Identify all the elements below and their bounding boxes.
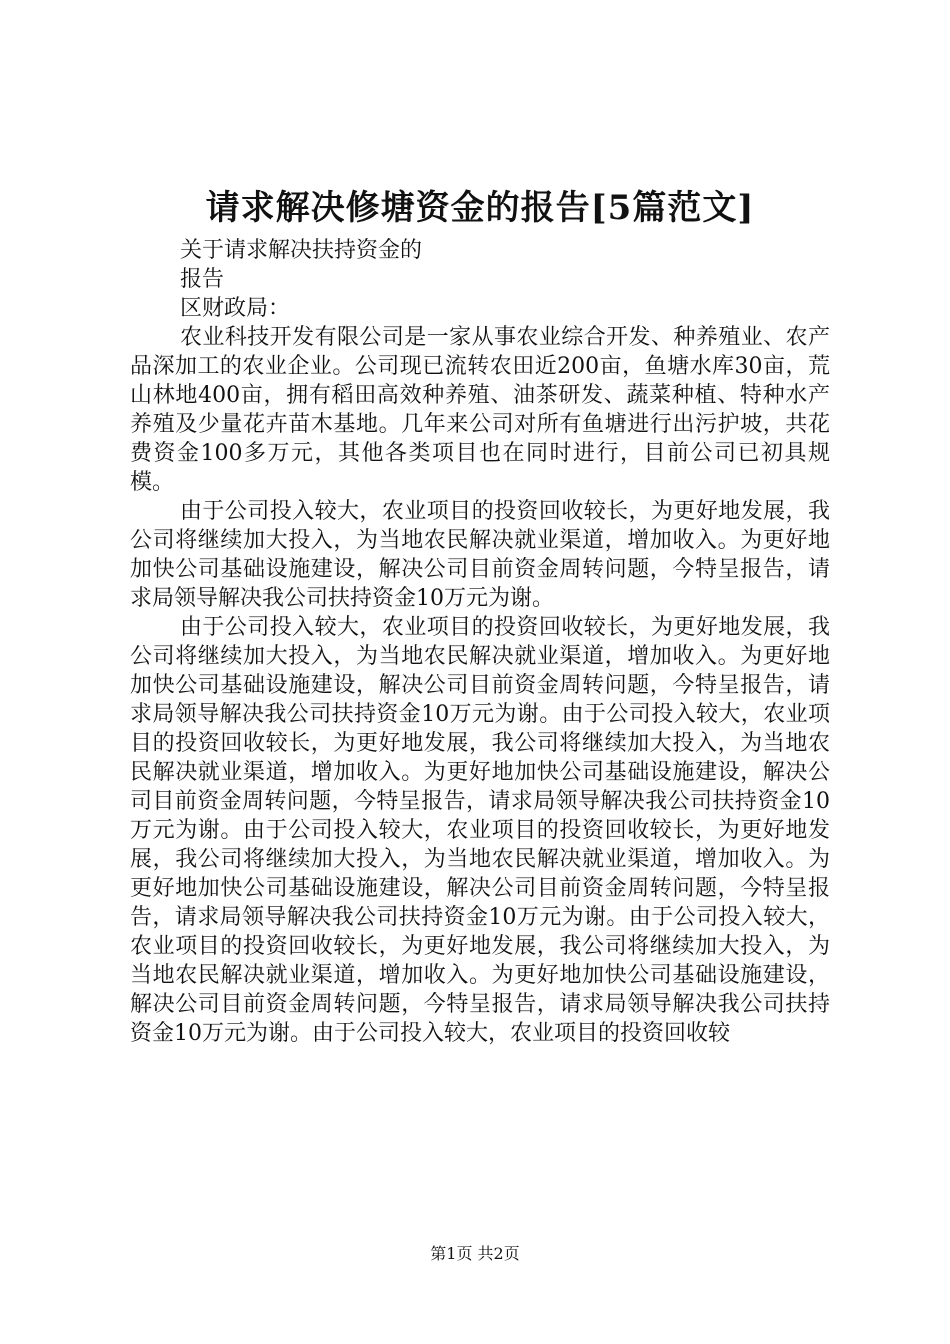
body-paragraph-2: 由于公司投入较大，农业项目的投资回收较长，为更好地发展，我公司将继续加大投入，为当地农民解决就业渠道，增加收入。为更好地加快公司基础设施建设，解决公司目前资金周转问题，今特呈报告，请求局领导解决我公司扶持资金10万元为谢。 (130, 499, 830, 611)
page-footer (0, 1243, 950, 1265)
document-page (130, 180, 830, 1048)
body-paragraph-1: 农业科技开发有限公司是一家从事农业综合开发、种养殖业、农产品深加工的农业企业。公司现已流转农田近200亩，鱼塘水库30亩，荒山林地400亩，拥有稻田高效种养殖、油茶研发、蔬菜种植、特种水产养殖及少量花卉苗木基地。几年来公司对所有鱼塘进行出污护坡，共花费资金100多万元，其他各类项目也在同时进行，目前公司已初具规模。 (130, 325, 830, 495)
page-number: 第1页 共2页 (430, 1244, 520, 1263)
document-title: 请求解决修塘资金的报告[5篇范文] (205, 188, 755, 228)
subject-line-1: 关于请求解决扶持资金的 (180, 238, 423, 263)
body-paragraph-3: 由于公司投入较大，农业项目的投资回收较长，为更好地发展，我公司将继续加大投入，为当地农民解决就业渠道，增加收入。为更好地加快公司基础设施建设，解决公司目前资金周转问题，今特呈报告，请求局领导解决我公司扶持资金10万元为谢。由于公司投入较大，农业项目的投资回收较长，为更好地发展，我公司将继续加大投入，为当地农民解决就业渠道，增加收入。为更好地加快公司基础设施建设，解决公司目前资金周转问题，今特呈报告，请求局领导解决我公司扶持资金10万元为谢。由于公司投入较大，农业项目的投资回收较长，为更好地发展，我公司将继续加大投入，为当地农民解决就业渠道，增加收入。为更好地加快公司基础设施建设，解决公司目前资金周转问题，今特呈报告，请求局领导解决我公司扶持资金10万元为谢。由于公司投入较大，农业项目的投资回收较长，为更好地发展，我公司将继续加大投入，为当地农民解决就业渠道，增加收入。为更好地加快公司基础设施建设，解决公司目前资金周转问题，今特呈报告，请求局领导解决我公司扶持资金10万元为谢。由于公司投入较大，农业项目的投资回收较 (130, 615, 830, 1046)
salutation: 区财政局： (180, 296, 291, 321)
subject-line-2: 报告 (180, 267, 225, 292)
